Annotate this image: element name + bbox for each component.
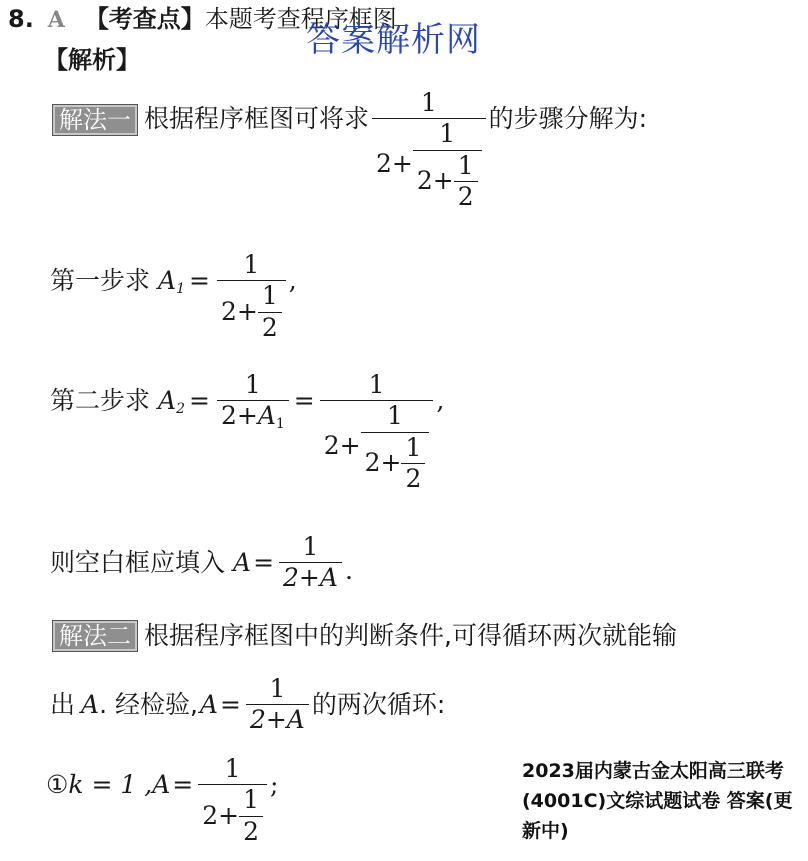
- fraction-numerator: 1: [244, 370, 261, 399]
- var-A: A: [158, 266, 177, 295]
- var-A: A: [233, 548, 252, 577]
- step2-prefix: 第二步求: [50, 386, 151, 415]
- step1-fraction: [217, 252, 286, 341]
- period: .: [344, 556, 353, 585]
- conclusion-prefix: 则空白框应填入: [50, 548, 226, 577]
- method2-line1: [52, 620, 677, 652]
- var-A: A: [199, 690, 218, 719]
- item1-fraction: [198, 756, 267, 845]
- method1-intro-text: 根据程序框图可将求: [144, 104, 370, 133]
- item1-marker: ①: [46, 770, 69, 799]
- equals-sign: =: [189, 386, 210, 415]
- continued-fraction-main: [372, 90, 486, 210]
- subscript: 1: [176, 281, 185, 297]
- subscript: 1: [275, 416, 285, 433]
- fraction-term: 2+: [220, 296, 258, 326]
- fraction-numerator: 1: [302, 532, 319, 561]
- fraction-denominator: 2: [258, 312, 282, 341]
- fraction-numerator: 1: [420, 88, 437, 117]
- step1-prefix: 第一步求: [50, 266, 151, 295]
- fraction-denominator: 2: [401, 463, 425, 492]
- var-A: A: [257, 401, 276, 431]
- fraction-term: 2+: [416, 166, 454, 196]
- var-A: A: [81, 690, 100, 719]
- method2-label: 解法二: [52, 620, 138, 652]
- method2-line2-start: 出: [50, 690, 76, 719]
- side-note: 2023届内蒙古金太阳高三联考(4001C)文综试题试卷 答案(更新中): [522, 760, 793, 842]
- conclusion-line: [50, 534, 353, 592]
- equals-sign: =: [293, 386, 315, 415]
- method2-fraction: [246, 676, 309, 734]
- fraction-term: 2+: [220, 401, 258, 431]
- conclusion-fraction: [279, 534, 342, 592]
- method1-intro: [52, 90, 647, 210]
- fraction-denominator: 2: [239, 816, 263, 845]
- method2-line2-end: 的两次循环:: [311, 690, 446, 719]
- item1-line: [46, 756, 278, 845]
- var-A: A: [158, 386, 177, 415]
- fraction-term: 2+: [323, 431, 361, 461]
- fraction-denominator: 2+A: [279, 562, 342, 591]
- analysis-label: 【解析】: [44, 46, 140, 74]
- item1-k: k = 1 ,: [68, 770, 153, 799]
- comma: ,: [436, 386, 445, 415]
- step2-line: [50, 372, 444, 492]
- fraction-numerator: 1: [224, 754, 241, 783]
- watermark-text: 答案解析网: [306, 20, 481, 60]
- fraction-numerator: 1: [243, 250, 260, 279]
- comma: ,: [288, 266, 297, 295]
- semicolon: ;: [270, 770, 279, 799]
- topic-text: 本题考查程序框图: [204, 5, 397, 33]
- method1-intro-end: 的步骤分解为:: [488, 104, 648, 133]
- step1-line: [50, 252, 297, 341]
- fraction-term: 2+: [376, 149, 413, 179]
- fraction-term: 2+: [202, 800, 240, 830]
- equals-sign: =: [172, 770, 194, 799]
- fraction-term: 2+: [364, 448, 402, 478]
- equals-sign: =: [253, 548, 275, 577]
- answer-letter: A: [47, 7, 65, 33]
- fraction-numerator: 1: [387, 401, 403, 431]
- step2-fraction-a: [217, 372, 289, 432]
- var-A: A: [152, 770, 171, 799]
- fraction-numerator: 1: [269, 674, 286, 703]
- fraction-numerator: 1: [457, 150, 474, 180]
- fraction-numerator: 1: [261, 281, 278, 311]
- method2-line2-mid: . 经检验,: [99, 690, 198, 719]
- method2-text-line1: 根据程序框图中的判断条件,可得循环两次就能输: [144, 621, 677, 650]
- fraction-numerator: 1: [405, 432, 422, 462]
- method1-label: 解法一: [52, 104, 138, 136]
- question-number: 8.: [8, 5, 34, 33]
- equals-sign: =: [219, 690, 241, 719]
- method2-line2: [50, 676, 445, 734]
- equals-sign: =: [189, 266, 210, 295]
- subscript: 2: [176, 401, 185, 417]
- fraction-denominator: 2: [454, 181, 478, 210]
- step2-fraction-b: [320, 372, 434, 492]
- fraction-numerator: 1: [368, 370, 385, 399]
- fraction-numerator: 1: [243, 785, 259, 815]
- fraction-numerator: 1: [439, 119, 456, 149]
- fraction-denominator: 2+A: [246, 704, 309, 733]
- topic-label: 【考查点】: [84, 5, 205, 33]
